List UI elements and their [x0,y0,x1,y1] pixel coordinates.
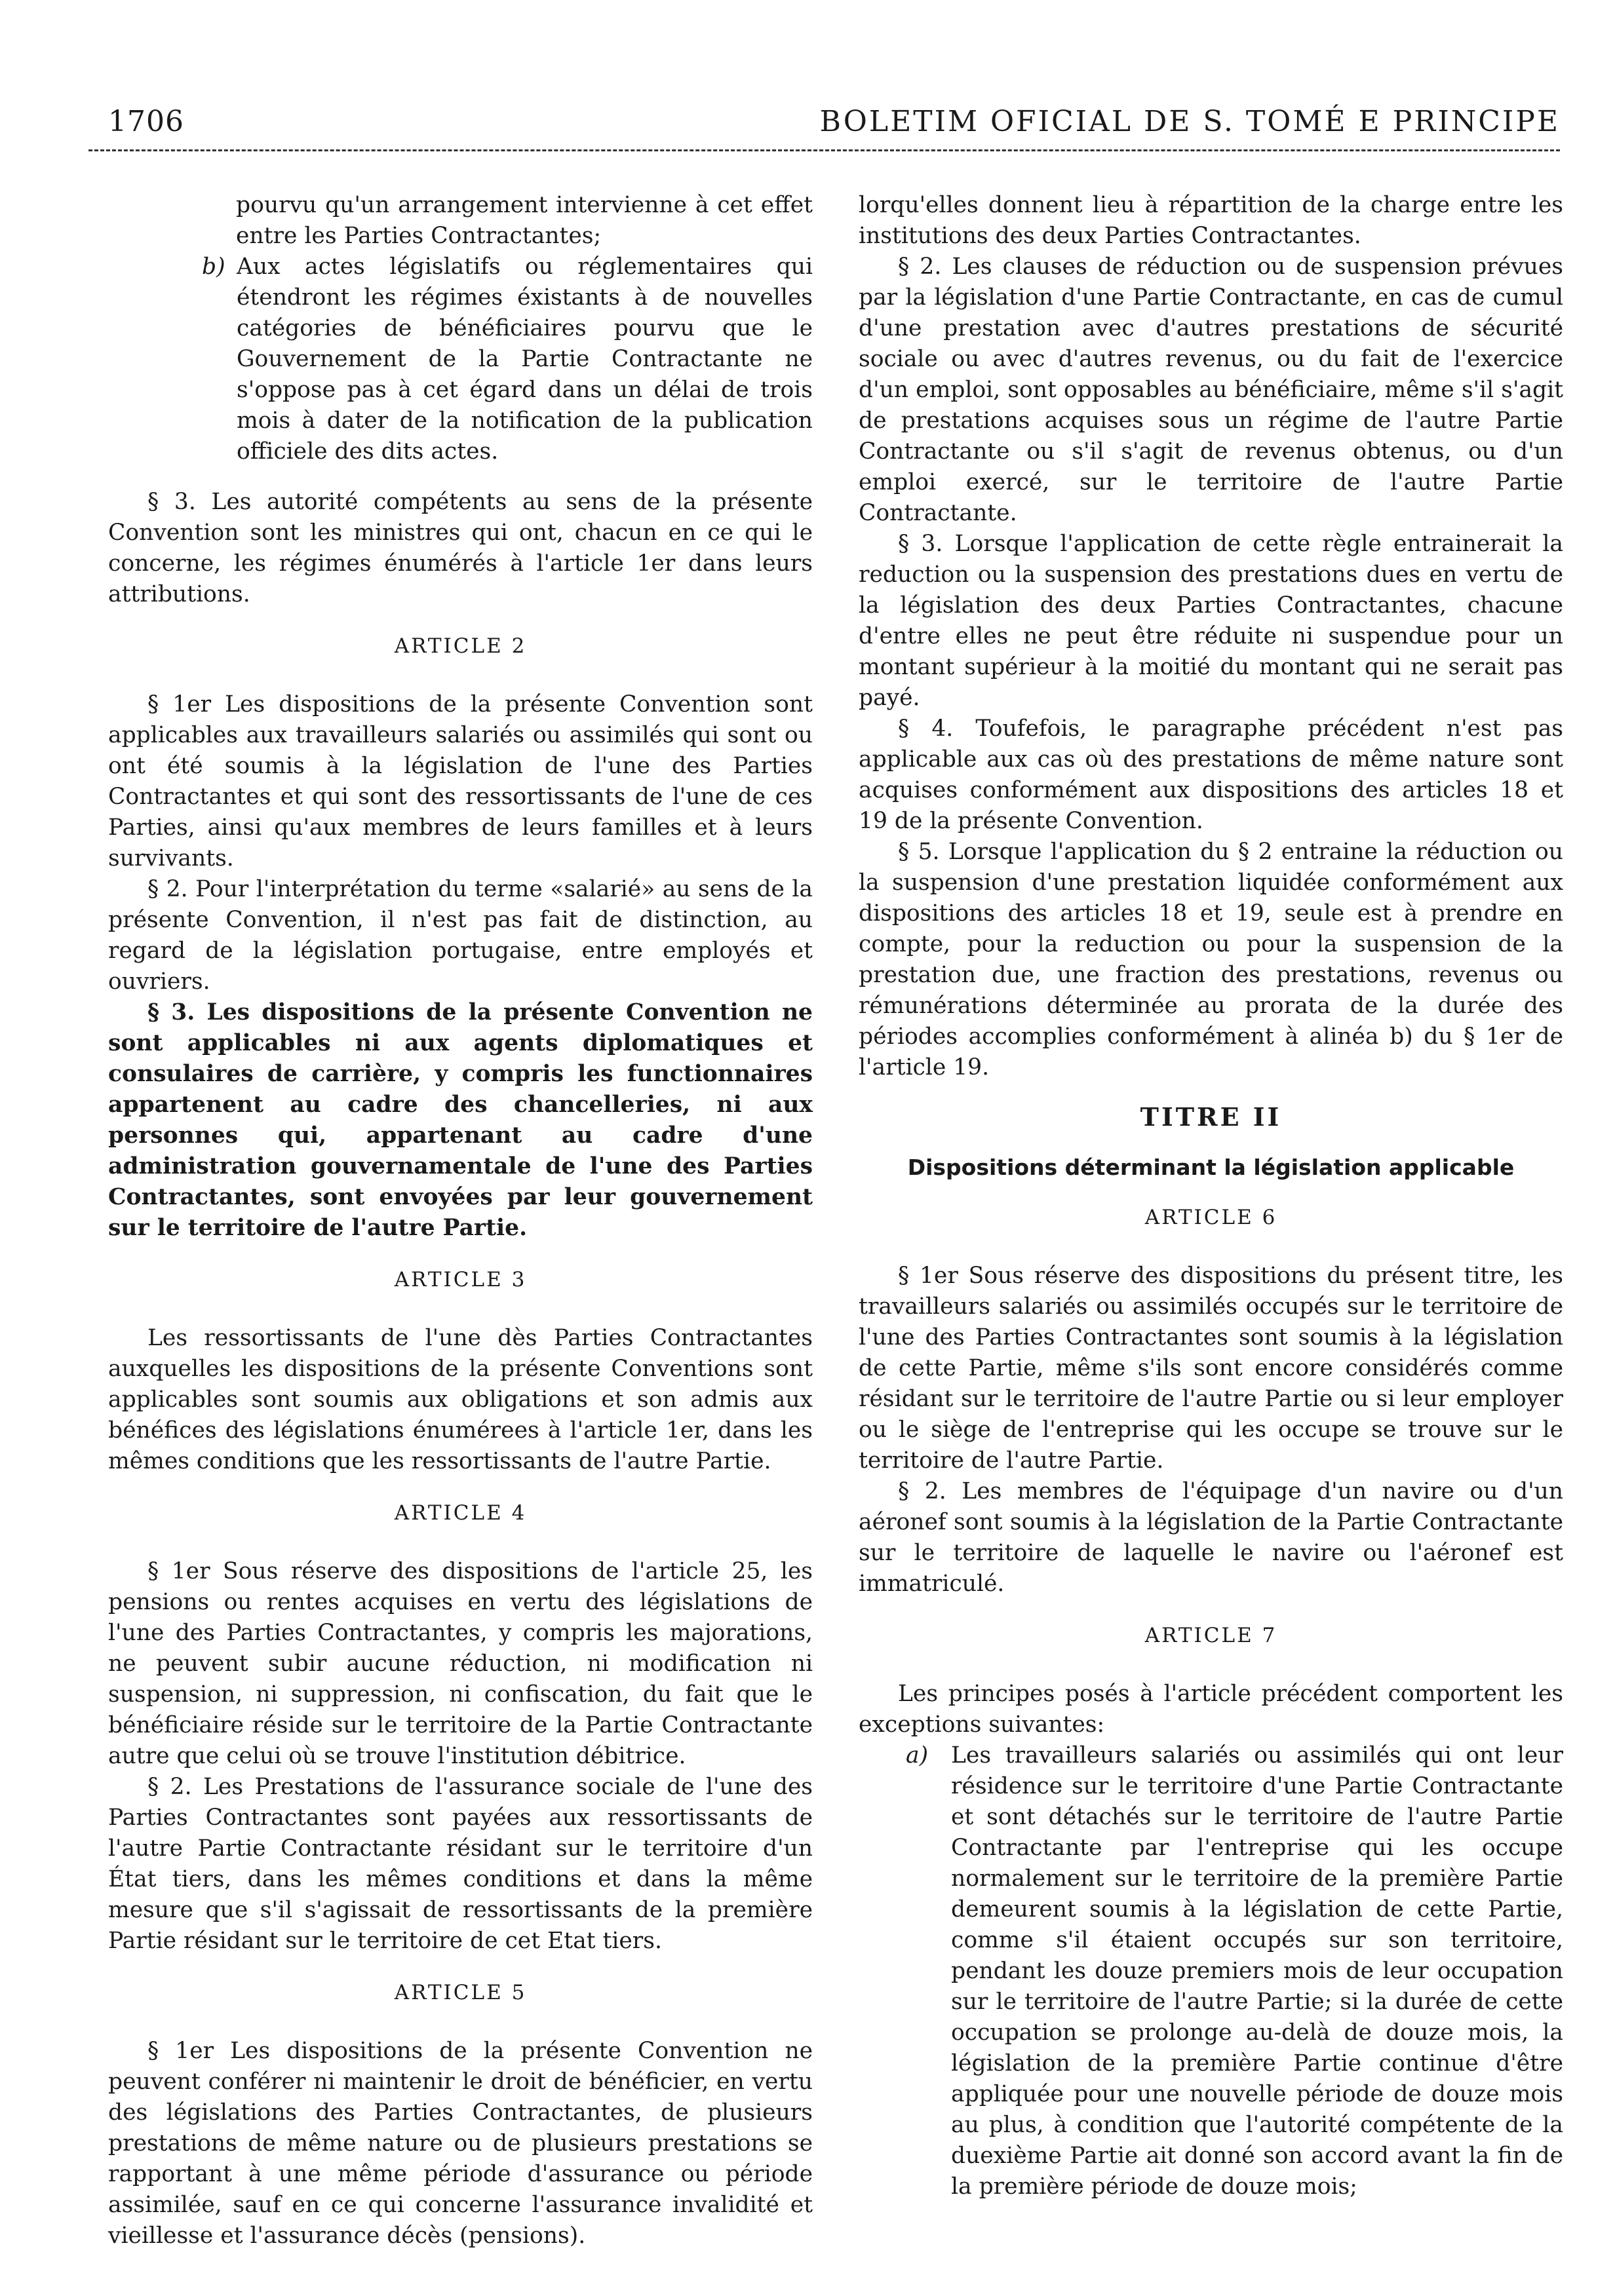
article-6-paragraph-2: § 2. Les membres de l'équipage d'un navire ou d'un aéronef sont soumis à la législation de la Partie Contractante sur le territoire de laquelle le navire ou l'aéronef est immatriculé. [859,1478,1563,1597]
header-rule [88,149,1560,151]
list-item-b [108,252,813,467]
titre-subheading: Dispositions déterminant la législation applicable [907,1155,1515,1180]
paragraph-4: § 4. Toufefois, le paragraphe précédent n'est pas applicable aux cas où des prestations de même nature sont acquises conformément aux dispositions des articles 18 et 19 de la présente Convention. [859,716,1563,834]
item-text: Aux actes législatifs ou réglementaires qui étendront les régimes éxistants à de nouvelles catégories de bénéficiaires pourvu que le Gouvernement de la Partie Contractante ne s'oppose pas à cet égard dans un délai de trois mois à dater de la notification de la publication officiele des dits actes. [237,254,813,465]
article-6-paragraph-1: § 1er Sous réserve des dispositions du présent titre, les travailleurs salariés ou assimilés occupés sur le territoire de l'une des Parties Contractantes sont soumis à la législation de cette Partie, même s'ils sont encore considérés comme résidant sur le territoire de l'autre Partie ou si leur employer ou le siège de l'entreprise qui les occupe se trouve sur le territoire de l'autre Partie. [859,1263,1563,1474]
titre-heading: TITRE II [1140,1102,1282,1132]
item-label: a) [906,1742,929,1769]
article-5-paragraph-1: § 1er Les dispositions de la présente Convention ne peuvent conférer ni maintenir le droit de bénéficier, en vertu des législations des Parties Contractantes, de plusieurs prestations de même nature ou de plusieurs prestations se rapportant à une même période d'assurance ou période assimilée, sauf en ce qui concerne l'assurance invalidité et vieillesse et l'assurance décès (pensions). [108,2038,813,2249]
article-4-heading: ARTICLE 4 [394,1501,527,1525]
article-4-paragraph-1: § 1er Sous réserve des dispositions de l'article 25, les pensions ou rentes acquises en vertu des législations de l'une des Parties Contractantes, y compris les majorations, ne peuvent subir aucune réduction, ni modification ni suspension, ni suppression, ni confiscation, du fait que le bénéficiaire réside sur le territoire de la Partie Contractante autre que celui où se trouve l'institution débitrice. [108,1558,813,1769]
publication-title: BOLETIM OFICIAL DE S. TOMÉ E PRINCIPE [819,105,1560,138]
list-item-a [859,1740,1563,2202]
article-7-heading: ARTICLE 7 [1144,1624,1277,1647]
article-2-paragraph-1: § 1er Les dispositions de la présente Convention sont applicables aux travailleurs salariés ou assimilés qui sont ou ont été soumis à la législation de l'une des Parties Contractantes et qui sont des ressortissants de l'une de ces Parties, ainsi qu'aux membres de leurs familles et à leurs survivants. [108,691,813,871]
item-text: Les travailleurs salariés ou assimilés qui ont leur résidence sur le territoire d'une Partie Contractante et sont détachés sur le territoire de l'autre Partie Contractante par l'entreprise qui les occupe normalement sur le territoire de la première Partie demeurent soumis à la législation de cette Partie, comme s'il étaient occupés sur son territoire, pendant les douze premiers mois de leur occupation sur le territoire de l'autre Partie; si la durée de cette occupation se prolonge au-delà de douze mois, la législation de la première Partie continue d'être appliquée pour une nouvelle période de douze mois au plus, à condition que l'autorité compétente de la duexième Partie ait donné son accord avant la fin de la première période de douze mois; [951,1742,1563,2200]
item-label: b) [202,254,225,280]
article-2-heading: ARTICLE 2 [394,634,527,658]
article-3-heading: ARTICLE 3 [394,1268,527,1292]
left-column [108,190,813,2251]
article-5-heading: ARTICLE 5 [394,1981,527,2004]
paragraph-5: § 5. Lorsque l'application du § 2 entraine la réduction ou la suspension d'une prestation liquidée conformément aux dispositions des articles 18 et 19, seule est à prendre en compte, pour la reduction ou pour la suspension de la prestation due, une fraction des prestations, revenus ou rémunérations déterminée au prorata de la durée des périodes accomplies conformément à alinéa b) du § 1er de l'article 19. [859,839,1563,1081]
right-column [859,190,1563,2202]
paragraph-3: § 3. Les autorité compétents au sens de la présente Convention sont les ministres qui ont, chacun en ce qui le concerne, les régimes énumérés à l'article 1er dans leurs attributions. [108,489,813,607]
page-header [108,98,1560,151]
paragraph-3: § 3. Lorsque l'application de cette règle entrainerait la reduction ou la suspension des prestations dues en vertu de la législation des deux Parties Contractantes, chacune d'entre elles ne peut être réduite ni suspendue pour un montant supérieur à la moitié du montant qui ne serait pas payé. [859,531,1563,711]
article-7-paragraph-1: Les principes posés à l'article précédent comportent les exceptions suivantes: [859,1681,1563,1738]
article-4-paragraph-2: § 2. Les Prestations de l'assurance sociale de l'une des Parties Contractantes sont payées aux ressortissants de l'autre Partie Contractante résidant sur le territoire d'un État tiers, dans les mêmes conditions et dans la même mesure que s'il s'agissait de ressortissants de la première Partie résidant sur le territoire de cet Etat tiers. [108,1774,813,1954]
article-2-paragraph-3: § 3. Les dispositions de la présente Convention ne sont applicables ni aux agents diplomatiques et consulaires de carrière, y compris les functionnaires appartenent au cadre des chancelleries, ni aux personnes qui, appartenant au cadre d'une administration gouvernamentale de l'une des Parties Contractantes, sont envoyées par leur gouvernement sur le territoire de l'autre Partie. [108,999,813,1241]
continuation-paragraph: pourvu qu'un arrangement intervienne à cet effet entre les Parties Contractantes; [236,192,813,249]
paragraph-2: § 2. Les clauses de réduction ou de suspension prévues par la législation d'une Partie Contractante, en cas de cumul d'une prestation avec d'autres prestations de sécurité sociale ou avec d'autres revenus, ou du fait de l'exercice d'un emploi, sont opposables au bénéficiaire, même s'il s'agit de prestations acquises sous un régime de l'autre Partie Contractante ou s'il s'agit de revenus obtenus, ou d'un emploi exercé, sur le territoire de l'autre Partie Contractante. [859,254,1563,526]
continuation-paragraph: lorqu'elles donnent lieu à répartition de la charge entre les institutions des deux Parties Contractantes. [859,192,1563,249]
article-3-paragraph-1: Les ressortissants de l'une dès Parties Contractantes auxquelles les dispositions de la présente Conventions sont applicables sont soumis aux obligations et son admis aux bénéfices des législations énumérees à l'article 1er, dans les mêmes conditions que les ressortissants de l'autre Partie. [108,1325,813,1474]
page-number: 1706 [108,105,184,138]
article-6-heading: ARTICLE 6 [1144,1206,1277,1229]
article-2-paragraph-2: § 2. Pour l'interprétation du terme «salarié» au sens de la présente Convention, il n'est pas fait de distinction, au regard de la législation portugaise, entre employés et ouvriers. [108,876,813,995]
